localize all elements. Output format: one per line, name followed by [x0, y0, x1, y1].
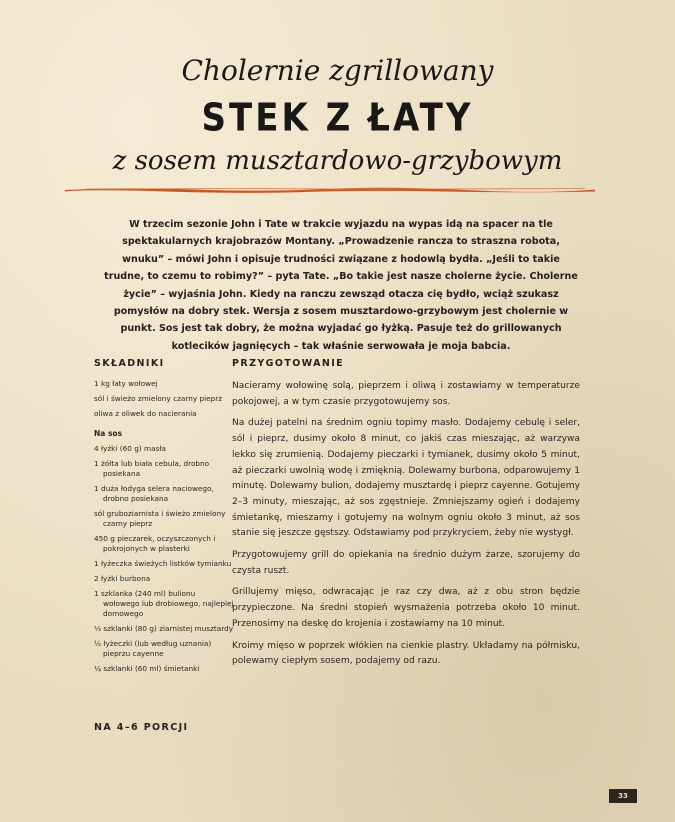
ingredient-item: 1 łyżeczka świeżych listków tymianku: [94, 559, 232, 568]
ingredient-item: 4 łyżki (60 g) masła: [94, 444, 166, 453]
preparation-step: Grillujemy mięso, odwracając je raz czy dwa, aż z obu stron będzie przypieczone. Na średni stopień wysmażenia potrzeba około 10 minut. Przenosimy na deskę do krojenia i zostawiamy na 10 minut.: [232, 587, 580, 629]
ingredients-heading: SKŁADNIKI: [94, 358, 165, 369]
servings-label: NA 4–6 PORCJI: [94, 722, 189, 733]
ingredient-item: ⅓ szklanki (80 g) ziarnistej musztardy: [94, 624, 234, 633]
ingredient-item: 450 g pieczarek, oczyszczonych i pokrojonych w plasterki: [94, 534, 216, 553]
title-main: STEK Z ŁATY: [201, 95, 474, 141]
intro-paragraph: W trzecim sezonie John i Tate w trakcie wyjazdu na wypas idą na spacer na tle spektakularnych krajobrazów Montany. „Prowadzenie rancza to straszna robota, wnuku” – mówi John i opisuje trudności związane z hodowlą bydła. „Jeśli to takie trudne, to czemu to robimy?” – pyta Tate. „Bo takie jest nasze cholerne życie. Cholerne życie” – wyjaśnia John. Kiedy na ranczu zewsząd otacza cię bydło, wciąż szukasz pomysłów na dobry stek. Wersja z sosem musztardowo-grzybowym jest cholernie w punkt. Sos jest tak dobry, że można wyjadać go łyżką. Pasuje też do grillowanych kotlecików jagnięcych – tak właśnie serwowała je moja babcia.: [104, 219, 578, 352]
page-number: 33: [609, 789, 637, 803]
ingredient-item: oliwa z oliwek do nacierania: [94, 409, 197, 418]
preparation-column: [232, 358, 580, 676]
ingredients-column: [94, 358, 234, 679]
title-subtitle: z sosem musztardowo-grzybowym: [112, 146, 563, 176]
preparation-step: Przygotowujemy grill do opiekania na średnio dużym żarze, szorujemy do czysta ruszt.: [232, 550, 580, 576]
preparation-heading: PRZYGOTOWANIE: [232, 358, 345, 369]
sauce-subheading: Na sos: [94, 429, 123, 438]
ingredient-item: sól gruboziarnista i świeżo zmielony czarny pieprz: [94, 509, 226, 528]
ingredient-item: sól i świeżo zmielony czarny pieprz: [94, 394, 223, 403]
ingredient-item: 1 duża łodyga selera naciowego, drobno posiekana: [94, 484, 214, 503]
ingredient-item: 2 łyżki burbona: [94, 574, 151, 583]
title-script: Cholernie zgrillowany: [181, 54, 494, 87]
ingredient-item: 1 kg łaty wołowej: [94, 379, 158, 388]
decorative-brush-stroke: [65, 186, 595, 194]
preparation-step: Nacieramy wołowinę solą, pieprzem i oliwą i zostawiamy w temperaturze pokojowej, a w tym czasie przygotowujemy sos.: [232, 381, 580, 407]
ingredient-item: ½ łyżeczki (lub według uznania) pieprzu cayenne: [94, 639, 212, 658]
ingredient-item: 1 szklanka (240 ml) bulionu wołowego lub drobiowego, najlepiej domowego: [94, 589, 234, 618]
ingredient-item: ¼ szklanki (60 ml) śmietanki: [94, 664, 200, 673]
preparation-step: Na dużej patelni na średnim ogniu topimy masło. Dodajemy cebulę i seler, sól i pieprz, dusimy około 8 minut, co jakiś czas mieszając, aż warzywa lekko się zrumienią. Dodajemy pieczarki i tymianek, dusimy około 5 minut, aż pieczarki uwolnią wodę i zmięknią. Dolewamy burbona, odparowujemy 1 minutę. Dolewamy bulion, dodajemy musztardę i pieprz cayenne. Gotujemy 2–3 minuty, mieszając, aż sos zgęstnieje. Zmniejszamy ogień i dodajemy śmietankę, mieszamy i gotujemy na wolnym ogniu około 3 minut, aż sos stanie się jeszcze gęstszy. Odstawiamy pod przykryciem, żeby nie wystygł.: [232, 418, 580, 539]
ingredient-item: 1 żółta lub biała cebula, drobno posiekana: [94, 459, 210, 478]
preparation-step: Kroimy mięso w poprzek włókien na cienkie plastry. Układamy na półmisku, polewamy ciepłym sosem, podajemy od razu.: [232, 640, 580, 667]
